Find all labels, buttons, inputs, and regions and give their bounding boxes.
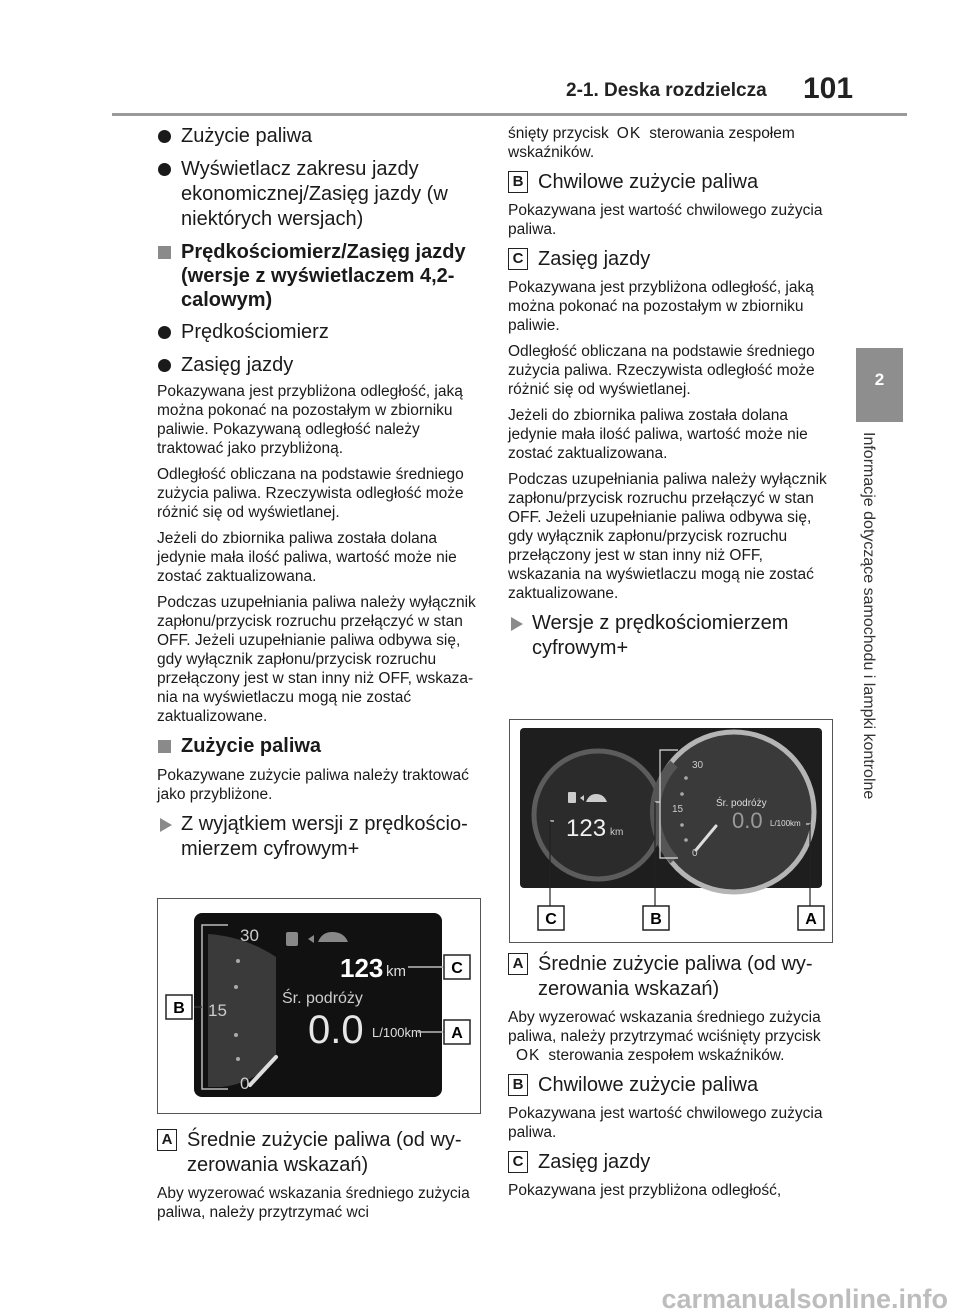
text: sterowania zespołem wskaźników. [508,125,795,161]
label-box-a: A [508,953,528,975]
bullet-dot-icon [158,130,171,143]
scale-30: 30 [692,760,704,771]
scale-15: 15 [672,804,684,815]
label-box-b: B [508,171,528,193]
bullet-dot-icon [158,163,171,176]
fuel-pump-icon [286,932,298,946]
triangle-bullet-icon [160,818,172,832]
paragraph: Pokazywane zużycie paliwa należy traktować jako przybliżone. [157,767,469,803]
legend-item-c [508,247,833,272]
callout-b-label: B [173,1000,185,1017]
tick-dot [234,985,238,989]
left-column-bottom [157,1120,482,1229]
bullet-dot-icon [158,359,171,372]
range-unit: km [386,963,406,980]
paragraph: Pokazywana jest przybliżona odległość, [508,1182,782,1199]
range-unit: km [610,827,624,838]
tick-dot [684,838,688,842]
square-bullet-icon [158,246,171,259]
label-box-c: C [508,248,528,270]
tick-dot [236,959,240,963]
subsection-heading [157,812,482,862]
watermark: carmanualsonline.info [661,1284,948,1314]
heading-text: Wersje z prędkościomierzem cyfrowym+ [532,612,789,659]
avg-value: 0.0 [308,1008,364,1052]
legend-text: Zasięg jazdy [538,1151,651,1173]
header-section-title: 2-1. Deska rozdzielcza [566,80,767,101]
legend-item-a [508,952,833,1002]
range-value: 123 [566,815,607,842]
bullet-text: Zasięg jazdy [181,354,294,376]
right-column-bottom [508,944,833,1207]
square-bullet-icon [158,740,171,753]
scale-15: 15 [208,1001,227,1020]
tick-dot [680,823,684,827]
avg-unit: L/100km [770,819,801,828]
bullet-item [157,157,482,232]
fuel-display-illustration [158,899,480,1113]
bullet-text: Zużycie paliwa [181,125,313,147]
tick-dot [234,1033,238,1037]
paragraph: Pokazywana jest przybliżona odległość, jaką można pokonać na pozostałym w zbiorniku paliwie. [508,279,814,334]
bullet-text: Wyświetlacz zakresu jazdy ekonomicznej/Zasięg jazdy (w niektórych wersjach) [181,158,448,230]
paragraph: Odległość obliczana na podstawie średniego zużycia paliwa. Rzeczywista odległość może różnić się od wyświetlanej. [508,343,815,398]
text: Aby wyzerować wskazania średniego zużycia paliwa, należy przytrzymać wciśnięty przycisk [508,1009,821,1045]
digital-display-illustration [510,720,832,942]
chapter-tab[interactable] [856,348,903,422]
callout-b-label: B [650,911,662,928]
tick-dot [236,1057,240,1061]
heading-text: Z wyjątkiem wersji z prędkościomierzem cyfrowym+ [181,813,468,860]
text: śnięty przycisk [508,125,609,142]
bullet-item [157,124,482,149]
paragraph: Jeżeli do zbiornika paliwa została dolana jedynie mała ilość paliwa, wartość może nie zostać zaktualizowana. [508,407,808,462]
figure-fuel-display [157,898,481,1114]
paragraph: Pokazywana jest przybliżona odległość, jaką można pokonać na pozostałym w zbiorniku paliwie. Pokazywaną odległość należy traktować jako przybliżoną. [157,383,463,457]
chapter-tab-number: 2 [874,370,885,389]
callout-a-label: A [805,911,817,928]
legend-text: Chwilowe zużycie paliwa [538,171,759,193]
bullet-item [157,320,482,345]
trip-label: Śr. podróży [282,990,363,1007]
section-heading [157,734,482,758]
page-number: 101 [803,72,854,105]
label-box-a: A [157,1129,177,1151]
legend-item-a [157,1128,482,1178]
paragraph [508,1008,833,1065]
header-rule [112,113,907,116]
section-heading [157,240,482,312]
heading-text: Zużycie paliwa [181,735,322,757]
paragraph: Jeżeli do zbiornika paliwa została dolana jedynie mała ilość paliwa, wartość może nie zostać zaktualizowana. [157,530,457,585]
legend-item-b [508,170,833,195]
legend-item-b [508,1073,833,1098]
ok-button-symbol: OK [616,125,642,142]
avg-value: 0.0 [732,808,763,833]
paragraph: Pokazywana jest wartość chwilowego zużycia paliwa. [508,202,823,238]
paragraph: Odległość obliczana na podstawie średniego zużycia paliwa. Rzeczywista odległość może różnić się od wyświetlanej. [157,466,464,521]
callout-c-label: C [545,911,557,928]
scale-30: 30 [240,926,259,945]
text: sterowania zespołem wskaźników. [548,1047,785,1064]
heading-text: Prędkościomierz/Zasięg jazdy (wersje z wyświetlaczem 4,2-calowym) [181,241,466,311]
scale-0: 0 [240,1074,250,1093]
paragraph: Podczas uzupełniania paliwa należy wyłącznik zapłonu/przycisk rozruchu przełączyć w stan OFF. Jeżeli uzupełnianie paliwa odbywa się, gdy wyłącznik zapłonu/przycisk rozruchu przełączony jest w stan inny niż OFF, wskazania na wyświetlaczu mogą nie zostać zaktualizowane. [157,594,476,725]
label-box-b: B [508,1074,528,1096]
legend-item-c [508,1150,833,1175]
scale-0: 0 [692,848,698,859]
paragraph: Podczas uzupełniania paliwa należy wyłącznik zapłonu/przycisk rozruchu przełączyć w stan OFF. Jeżeli uzupełnianie paliwa odbywa się, gdy wyłącznik zapłonu/przycisk rozruchu przełączony jest w stan inny niż OFF, wskazania na wyświetlaczu mogą nie zostać zaktualizowane. [508,471,827,602]
fuel-pump-icon [568,792,576,803]
trip-label: Śr. podróży [716,798,767,809]
callout-c-label: C [451,960,463,977]
triangle-bullet-icon [511,617,523,631]
legend-text: Chwilowe zużycie paliwa [538,1074,759,1096]
chapter-side-label: Informacje dotyczące samochodu i lampki kontrolne [860,432,877,800]
tick-dot [684,776,688,780]
bullet-text: Prędkościomierz [181,321,329,343]
legend-text: Średnie zużycie paliwa (od wyzerowania wskazań) [187,1129,462,1176]
bullet-dot-icon [158,326,171,339]
left-column [157,120,482,870]
range-value: 123 [340,953,384,983]
label-box-c: C [508,1151,528,1173]
avg-unit: L/100km [372,1025,422,1040]
subsection-heading [508,611,833,661]
paragraph: Pokazywana jest wartość chwilowego zużycia paliwa. [508,1105,823,1141]
right-column [508,124,833,669]
paragraph [508,124,833,162]
tick-dot [680,792,684,796]
legend-text: Zasięg jazdy [538,248,651,270]
legend-text: Średnie zużycie paliwa (od wyzerowania wskazań) [538,953,813,1000]
figure-digital-display [509,719,833,943]
ok-button-symbol: OK [516,1047,541,1064]
bullet-item [157,353,482,378]
callout-a-label: A [451,1025,463,1042]
paragraph: Aby wyzerować wskazania średniego zużycia paliwa, należy przytrzymać wci [157,1185,470,1221]
